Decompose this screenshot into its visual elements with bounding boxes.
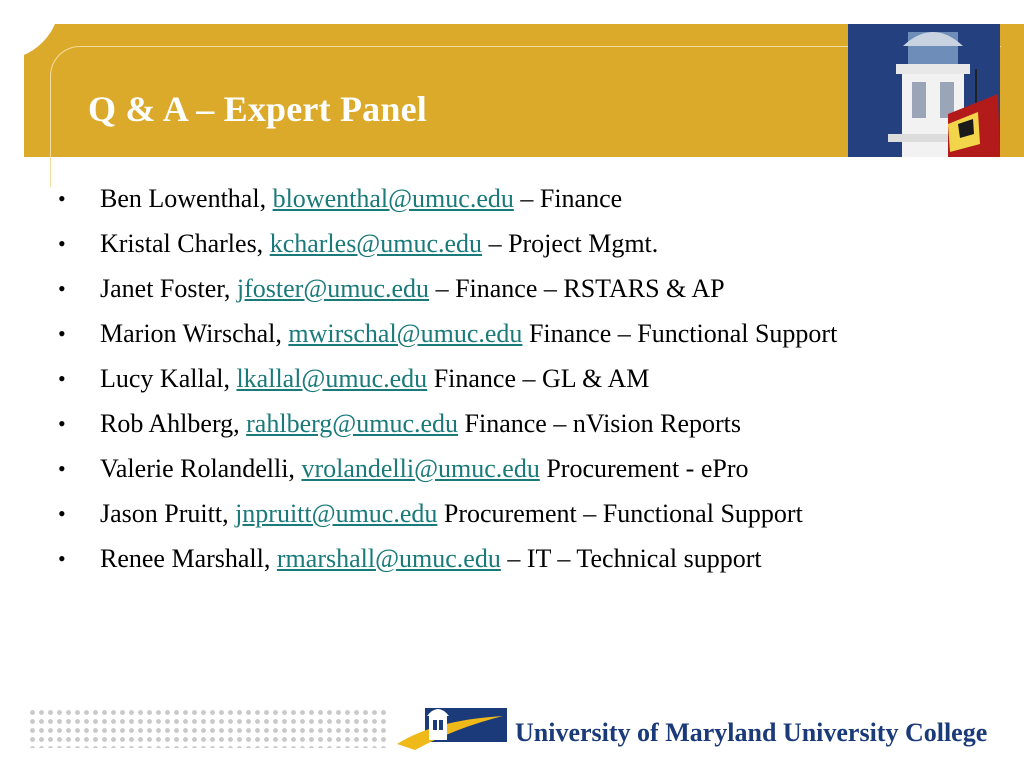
- expert-name: Lucy Kallal,: [100, 364, 237, 393]
- dot-pattern-decoration: [28, 708, 388, 748]
- expert-role: Finance – Functional Support: [522, 319, 838, 348]
- expert-role: – Project Mgmt.: [482, 229, 659, 258]
- expert-name: Kristal Charles,: [100, 229, 270, 258]
- bullet-icon: •: [58, 321, 66, 346]
- list-item: [58, 407, 958, 440]
- email-link[interactable]: blowenthal@umuc.edu: [272, 184, 514, 213]
- bullet-icon: •: [58, 231, 66, 256]
- expert-name: Renee Marshall,: [100, 544, 277, 573]
- expert-role: – Finance: [513, 184, 623, 213]
- list-item: [58, 317, 958, 350]
- email-link[interactable]: jfoster@umuc.edu: [236, 274, 430, 303]
- bullet-icon: •: [58, 456, 66, 481]
- list-item: [58, 542, 958, 575]
- email-link[interactable]: rahlberg@umuc.edu: [246, 409, 459, 438]
- expert-role: Procurement - ePro: [539, 454, 749, 483]
- list-item: [58, 272, 958, 305]
- slide-title: Q & A – Expert Panel: [88, 89, 427, 129]
- bullet-icon: •: [58, 186, 66, 211]
- bullet-icon: •: [58, 366, 66, 391]
- expert-name: Valerie Rolandelli,: [100, 454, 302, 483]
- expert-role: Finance – nVision Reports: [458, 409, 742, 438]
- list-item: [58, 452, 958, 485]
- expert-name: Janet Foster,: [100, 274, 237, 303]
- bullet-icon: •: [58, 546, 66, 571]
- expert-role: Procurement – Functional Support: [437, 499, 803, 528]
- email-link[interactable]: vrolandelli@umuc.edu: [301, 454, 540, 483]
- email-link[interactable]: jnpruitt@umuc.edu: [235, 499, 438, 528]
- expert-role: Finance – GL & AM: [427, 364, 650, 393]
- bullet-icon: •: [58, 501, 66, 526]
- expert-panel-list: [58, 182, 958, 587]
- expert-role: – Finance – RSTARS & AP: [429, 274, 725, 303]
- list-item: [58, 497, 958, 530]
- email-link[interactable]: kcharles@umuc.edu: [269, 229, 483, 258]
- expert-role: – IT – Technical support: [500, 544, 762, 573]
- list-item: [58, 362, 958, 395]
- institution-name: University of Maryland University College: [515, 718, 988, 747]
- expert-name: Rob Ahlberg,: [100, 409, 247, 438]
- clock-tower-photo: [848, 24, 1000, 157]
- expert-name: Ben Lowenthal,: [100, 184, 273, 213]
- list-item: [58, 182, 958, 215]
- email-link[interactable]: rmarshall@umuc.edu: [276, 544, 501, 573]
- dome-swoosh-logo-icon: [395, 702, 507, 752]
- list-item: [58, 227, 958, 260]
- bullet-icon: •: [58, 411, 66, 436]
- expert-name: Jason Pruitt,: [100, 499, 236, 528]
- email-link[interactable]: lkallal@umuc.edu: [236, 364, 428, 393]
- bullet-icon: •: [58, 276, 66, 301]
- email-link[interactable]: mwirschal@umuc.edu: [288, 319, 523, 348]
- expert-name: Marion Wirschal,: [100, 319, 289, 348]
